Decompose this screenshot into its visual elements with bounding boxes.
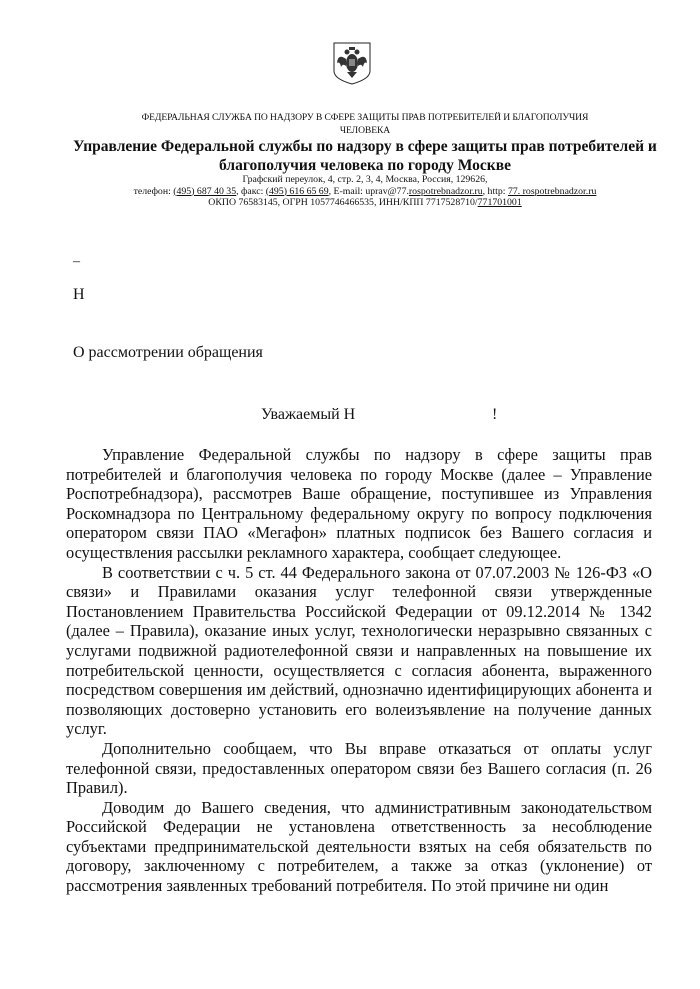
letter-subject: О рассмотрении обращения <box>73 344 263 361</box>
recipient-dash: – <box>73 254 80 269</box>
website-link[interactable]: 77. rospotrebnadzor.ru <box>507 185 597 197</box>
paragraph: В соответствии с ч. 5 ст. 44 Федерального закона от 07.07.2003 № 126-ФЗ «О связи» и Правилами оказания услуг телефонной связи утвержденные Постановлением Правительства Российской Федерации от 09.12.2014 № 1342 (далее – Правила), оказание иных услуг, технологически неразрывно связанных с услугами подвижной радиотелефонной связи и направленных на повышение их потребительской ценности, осуществляется с согласия абонента, выраженного посредством совершения им действий, однозначно идентифицирующих абонента и позволяющих достоверно установить его волеизъявление на получение данных услуг. <box>66 562 652 739</box>
recipient-initial: Н <box>73 286 85 303</box>
contact-line: телефон: (495) 687 40 35, факс: (495) 616 65 69, E-mail: uprav@77.rospotrebnadzor.ru, http: 77. rospotrebnadzor.ru <box>133 185 597 197</box>
agency-name-line1: ФЕДЕРАЛЬНАЯ СЛУЖБА ПО НАДЗОРУ В СФЕРЕ ЗАЩИТЫ ПРАВ ПОТРЕБИТЕЛЕЙ И БЛАГОПОЛУЧИЯ <box>141 112 589 123</box>
paragraph: Доводим до Вашего сведения, что административным законодательством Российской Федерации не установлена ответственность за несоблюдение субъектами предпринимательской деятельности взятых на себя обязательств по договору, заключенному с потребителем, а также за отказ (уклонение) от рассмотрения заявленных требований потребителя. По этой причине ни один <box>66 797 652 896</box>
paragraph: Дополнительно сообщаем, что Вы вправе отказаться от оплаты услуг телефонной связи, предоставленных оператором связи без Вашего согласия (п. 26 Правил). <box>66 738 652 798</box>
letter-body <box>66 445 652 896</box>
agency-name-line2: ЧЕЛОВЕКА <box>339 125 391 136</box>
address: Графский переулок, 4, стр. 2, 3, 4, Москва, Россия, 129626, <box>242 174 488 185</box>
phone-number[interactable]: (495) 687 40 35 <box>173 185 237 197</box>
salutation-exclamation: ! <box>492 406 498 423</box>
kpp-number: 771701001 <box>477 197 522 208</box>
email-link[interactable]: rospotrebnadzor.ru <box>408 185 483 197</box>
salutation: Уважаемый Н <box>261 406 356 423</box>
contact-block <box>60 174 670 209</box>
department-name-line2: благополучия человека по городу Москве <box>219 157 511 174</box>
department-name <box>60 137 670 175</box>
agency-name <box>70 111 660 137</box>
fax-number[interactable]: (495) 616 65 69 <box>265 185 329 197</box>
registration-ids: ОКПО 76583145, ОГРН 1057746466535, ИНН/КПП 7717528710/771701001 <box>208 197 522 208</box>
department-name-line1: Управление Федеральной службы по надзору в сфере защиты прав потребителей и <box>73 138 657 155</box>
coat-of-arms-icon <box>332 41 372 85</box>
paragraph: Управление Федеральной службы по надзору в сфере защиты прав потребителей и благополучия человека по городу Москве (далее – Управление Роспотребнадзора), рассмотрев Ваше обращение, поступившее из Управления Роскомнадзора по Центральному федеральному округу по вопросу подключения оператором связи ПАО «Мегафон» платных подписок без Вашего согласия и осуществления рассылки рекламного характера, сообщает следующее. <box>66 445 652 562</box>
